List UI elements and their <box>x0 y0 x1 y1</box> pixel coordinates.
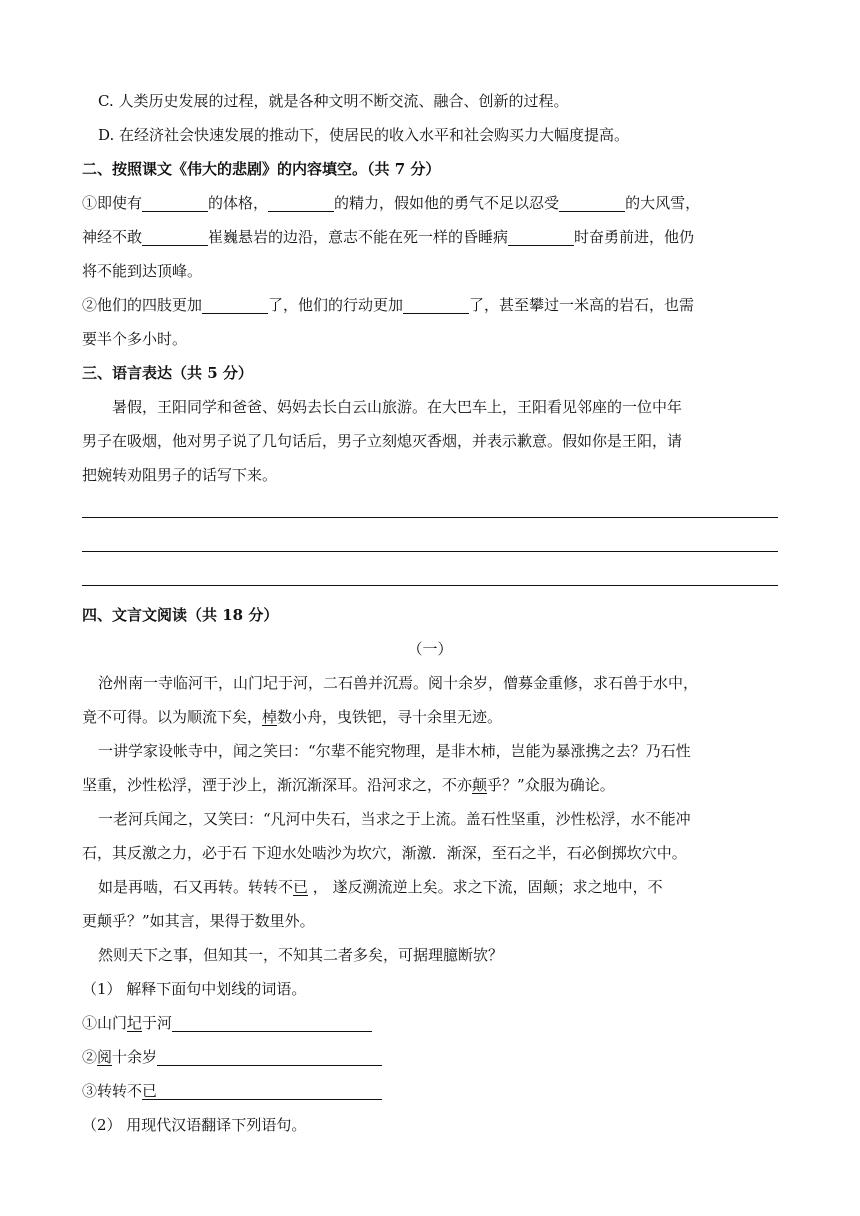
section2-heading: 二、按照课文《伟大的悲剧》的内容填空。（共 7 分） <box>82 160 441 178</box>
passage-para3-line3: 如是再啮，石又再转。转转不已 ， 遂反溯流逆上矣。求之下流，固颠；求之地中，不 <box>98 878 663 896</box>
passage-para4: 然则天下之事，但知其一，不知其二者多矣，可据理臆断欤？ <box>98 946 504 964</box>
exam-page <box>82 84 778 1142</box>
section2-q2-line2: 要半个多小时。 <box>82 330 188 348</box>
section2-q2-line1: ②他们的四肢更加 了，他们的行动更加 了，甚至攀过一米高的岩石，也需 <box>82 296 695 314</box>
circled-number: ① <box>82 194 98 212</box>
answer-blank[interactable] <box>172 1013 372 1032</box>
option-d: D. 在经济社会快速发展的推动下，使居民的收入水平和社会购买力大幅度提高。 <box>98 126 630 144</box>
section4-heading: 四、文言文阅读（共 18 分） <box>82 606 279 624</box>
question1-item1: ①山门圮于河 <box>82 1006 778 1040</box>
answer-blank[interactable] <box>142 193 208 212</box>
passage-para2-line2: 坚重，沙性松浮，湮于沙上，渐沉渐深耳。沿河求之，不亦颠乎？”众服为确论。 <box>82 776 615 794</box>
question1-label: （1） 解释下面句中划线的词语。 <box>82 980 307 998</box>
section2-q1-line2: 神经不敢 崔巍悬岩的边沿，意志不能在死一样的昏睡病 时奋勇前进，他仍 <box>82 228 695 246</box>
answer-blank[interactable] <box>403 295 469 314</box>
underlined-word: 棹 <box>262 708 278 726</box>
underlined-word: 阅 <box>97 1048 113 1066</box>
section3-heading: 三、语言表达（共 5 分） <box>82 364 253 382</box>
passage-para3-line2: 石，其反激之力，必于石 下迎水处啮沙为坎穴，渐激．渐深，至石之半，石必倒掷坎穴中。 <box>82 844 687 862</box>
answer-blank[interactable] <box>268 193 334 212</box>
passage-para3-line1: 一老河兵闻之，又笑曰：“凡河中失石，当求之于上流。盖石性坚重，沙性松浮，水不能冲 <box>98 810 691 828</box>
answer-blank[interactable] <box>157 1047 382 1066</box>
answer-blank[interactable] <box>202 295 268 314</box>
section3-line2: 男子在吸烟，他对男子说了几句话后，男子立刻熄灭香烟，并表示歉意。假如你是王阳，请 <box>82 432 683 450</box>
section2-q1-line1: ①即使有 的体格， 的精力，假如他的勇气不足以忍受 的大风雪， <box>82 194 701 212</box>
passage-para1-line1: 沧州南一寺临河干，山门圮于河，二石兽并沉焉。阅十余岁，僧募金重修，求石兽于水中， <box>98 674 699 692</box>
section3-line3: 把婉转劝阻男子的话写下来。 <box>82 466 278 484</box>
underlined-word: 已 <box>293 878 309 896</box>
passage-para3-line4: 更颠乎？”如其言，果得于数里外。 <box>82 912 315 930</box>
passage-para2-line1: 一讲学家设帐寺中，闻之笑曰：“尔辈不能究物理，是非木柿，岂能为暴涨携之去？乃石性 <box>98 742 691 760</box>
section3-line1: 暑假，王阳同学和爸爸、妈妈去长白云山旅游。在大巴车上，王阳看见邻座的一位中年 <box>112 398 683 416</box>
underlined-word: 已 <box>142 1082 158 1100</box>
section4-subheading: （一） <box>407 640 453 658</box>
answer-blank[interactable] <box>157 1081 382 1100</box>
section2-q1-line3: 将不能到达顶峰。 <box>82 262 203 280</box>
circled-number: ② <box>82 296 98 314</box>
answer-blank[interactable] <box>508 227 574 246</box>
answer-blank[interactable] <box>559 193 625 212</box>
question2-label: （2） 用现代汉语翻译下列语句。 <box>82 1116 307 1134</box>
underlined-word: 颠 <box>472 776 488 794</box>
question1-item2: ②阅十余岁 <box>82 1040 778 1074</box>
option-c: C. 人类历史发展的过程，就是各种文明不断交流、融合、创新的过程。 <box>98 92 569 110</box>
passage-para1-line2: 竟不可得。以为顺流下矣，棹数小舟，曳铁钯，寻十余里无迹。 <box>82 708 503 726</box>
question1-item3: ③转转不已 <box>82 1074 778 1108</box>
underlined-word: 圮 <box>127 1014 143 1032</box>
answer-blank[interactable] <box>142 227 208 246</box>
